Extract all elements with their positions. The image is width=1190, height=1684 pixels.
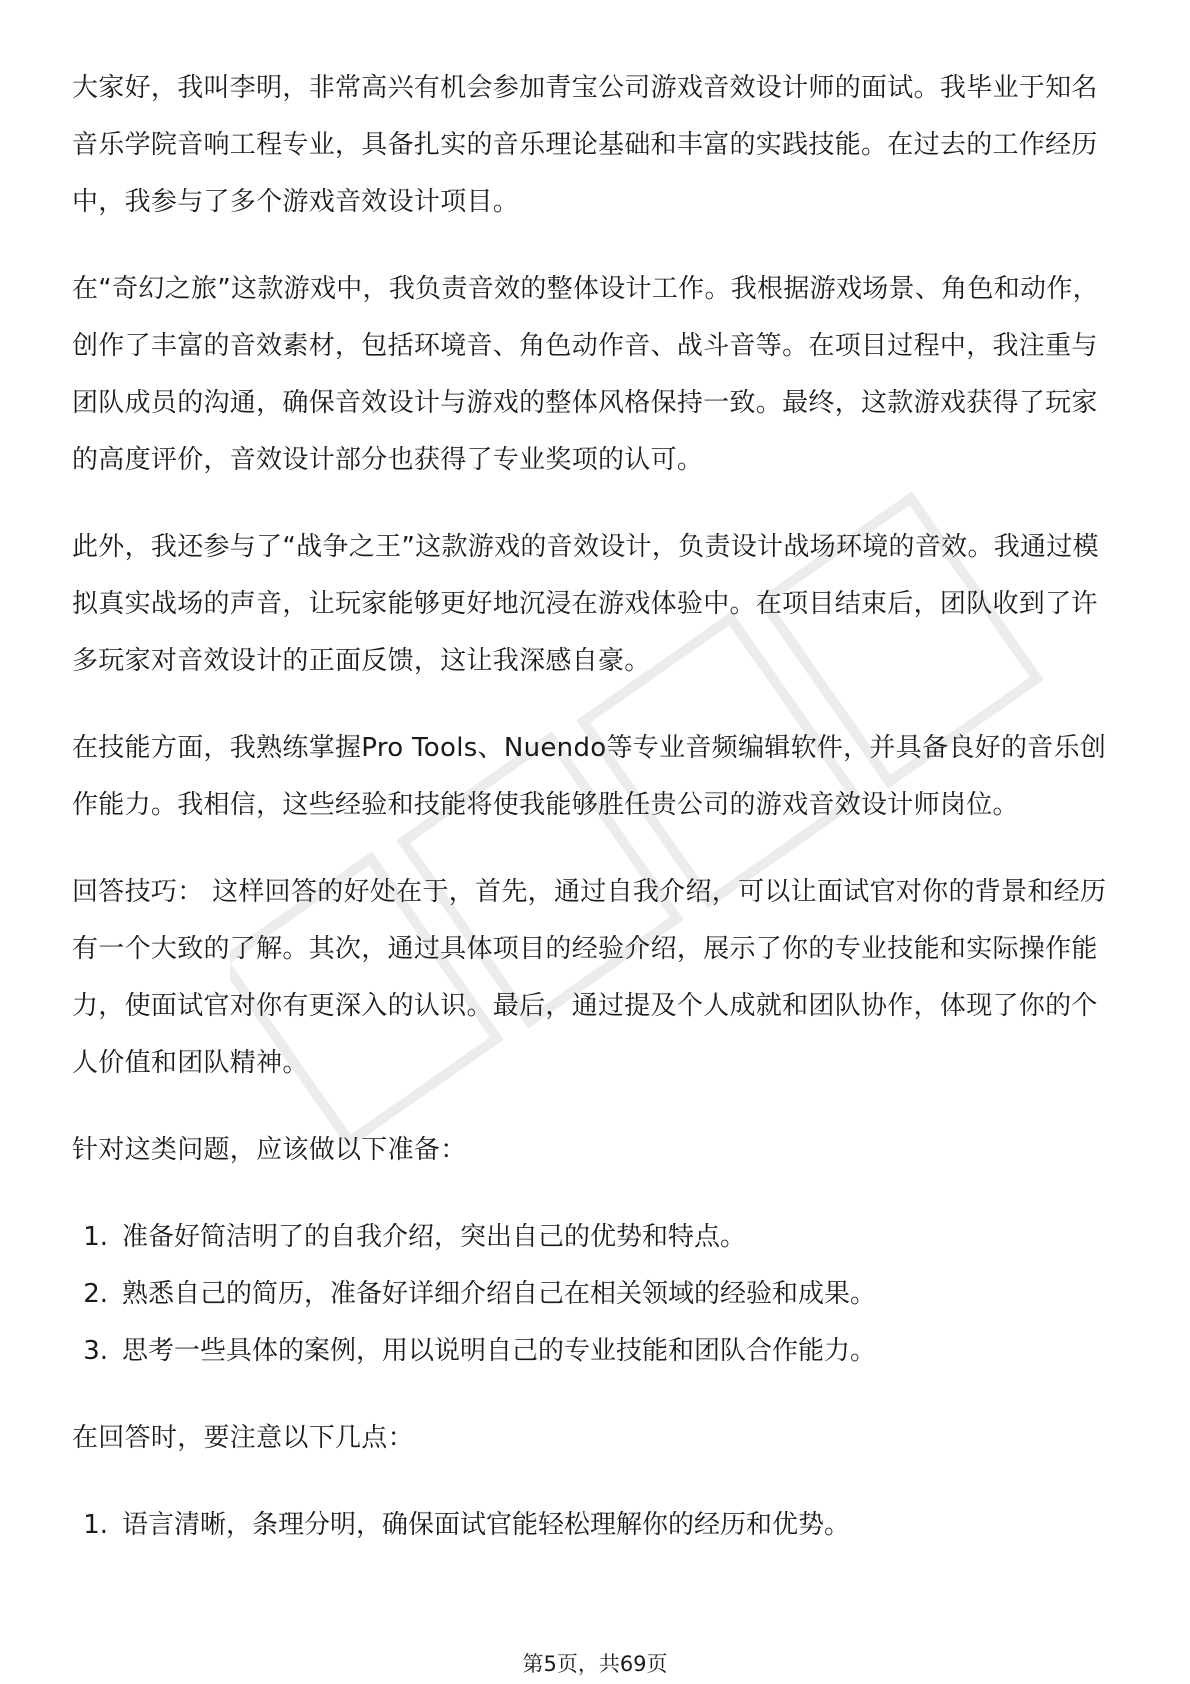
list-number: 2. [83,1279,108,1309]
project-war-paragraph: 此外，我还参与了“战争之王”这款游戏的音效设计，负责设计战场环境的音效。我通过模拟真实战场的声音，让玩家能够更好地沉浸在游戏体验中。在项目结束后，团队收到了许多玩家对音效设计的正面反馈，这让我深感自豪。 [72,532,1099,676]
list-number: 3. [83,1336,108,1366]
list-item [72,1323,1120,1380]
notice-list [72,1497,1120,1554]
skills-paragraph: 在技能方面，我熟练掌握Pro Tools、Nuendo等专业音频编辑软件，并具备良好的音乐创作能力。我相信，这些经验和技能将使我能够胜任贵公司的游戏音效设计师岗位。 [72,733,1107,820]
document-body [72,60,1120,1554]
list-text: 准备好简洁明了的自我介绍，突出自己的优势和特点。 [122,1222,747,1252]
list-item [72,1497,1120,1554]
list-text: 思考一些具体的案例，用以说明自己的专业技能和团队合作能力。 [122,1336,877,1366]
list-text: 熟悉自己的简历，准备好详细介绍自己在相关领域的经验和成果。 [122,1279,877,1309]
intro-paragraph: 大家好，我叫李明，非常高兴有机会参加青宝公司游戏音效设计师的面试。我毕业于知名音乐学院音响工程专业，具备扎实的音乐理论基础和丰富的实践技能。在过去的工作经历中，我参与了多个游戏音效设计项目。 [72,73,1098,217]
preparation-list [72,1209,1120,1380]
answer-tips-paragraph: 回答技巧： 这样回答的好处在于，首先，通过自我介绍，可以让面试官对你的背景和经历有一个大致的了解。其次，通过具体项目的经验介绍，展示了你的专业技能和实际操作能力，使面试官对你有更深入的认识。最后，通过提及个人成就和团队协作，体现了你的个人价值和团队精神。 [72,877,1107,1078]
list-text: 语言清晰，条理分明，确保面试官能轻松理解你的经历和优势。 [122,1510,851,1540]
list-item [72,1209,1120,1266]
list-item [72,1266,1120,1323]
list-number: 1. [83,1510,108,1540]
list-number: 1. [83,1222,108,1252]
project-fantasy-paragraph: 在“奇幻之旅”这款游戏中，我负责音效的整体设计工作。我根据游戏场景、角色和动作，创作了丰富的音效素材，包括环境音、角色动作音、战斗音等。在项目过程中，我注重与团队成员的沟通，确保音效设计与游戏的整体风格保持一致。最终，这款游戏获得了玩家的高度评价，音效设计部分也获得了专业奖项的认可。 [72,274,1099,475]
page-number-footer: 第5页，共69页 [522,1652,668,1676]
notice-heading: 在回答时，要注意以下几点： [72,1423,414,1453]
preparation-heading: 针对这类问题，应该做以下准备： [72,1135,467,1165]
